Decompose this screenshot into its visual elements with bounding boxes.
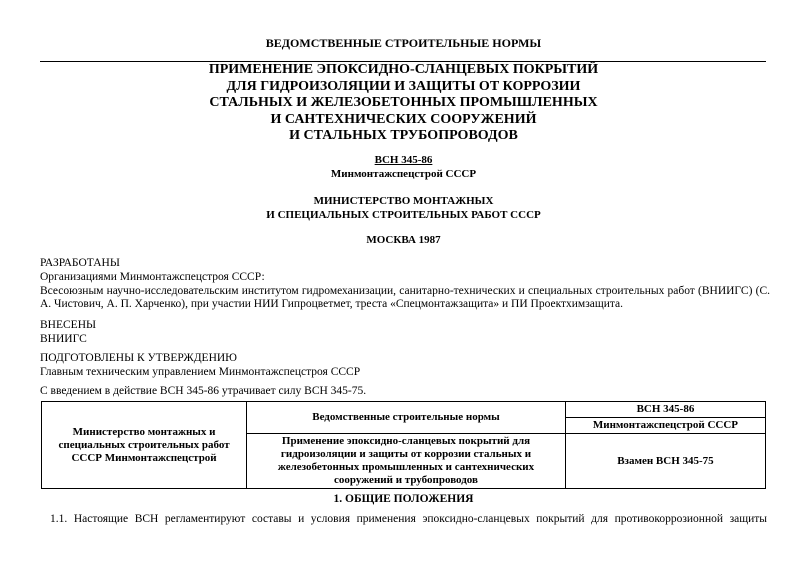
title-line: И СТАЛЬНЫХ ТРУБОПРОВОДОВ <box>289 128 518 143</box>
table-title-cell: Применение эпоксидно-сланцевых покрытий для гидроизоляции и защиты от коррозии стальных и железобетонных промышленных и сантехнических сооружений и трубопроводов <box>247 434 566 489</box>
paragraph-1-1: 1.1. Настоящие ВСН регламентируют составы и условия применения эпоксидно-сланцевых покрытий для противокоррозионной защиты <box>50 513 767 525</box>
document-code: ВСН 345-86 <box>374 154 433 166</box>
prepared-heading: ПОДГОТОВЛЕНЫ К УТВЕРЖДЕНИЮ <box>40 352 237 364</box>
prepared-org: Главным техническим управлением Минмонтажспецстроя СССР <box>40 366 361 378</box>
introduced-org: ВНИИГС <box>40 333 87 345</box>
table-norms-cell: Ведомственные строительные нормы <box>247 402 566 434</box>
table-ministry-cell: Министерство монтажных и специальных строительных работ СССР Минмонтажспецстрой <box>42 402 247 489</box>
table-code-cell: ВСН 345-86 <box>565 402 765 418</box>
table-replaces-cell: Взамен ВСН 345-75 <box>565 434 765 489</box>
supersedes-note: С введением в действие ВСН 345-86 утрачивает силу ВСН 345-75. <box>40 385 367 397</box>
introduced-heading: ВНЕСЕНЫ <box>40 319 97 331</box>
title-form-table <box>41 401 766 489</box>
ministry-line: МИНИСТЕРСТВО МОНТАЖНЫХ <box>313 195 494 207</box>
developed-org: Организациями Минмонтажспецстроя СССР: <box>40 271 265 283</box>
ministry-name <box>0 194 807 222</box>
document-issuer: Минмонтажспецстрой СССР <box>330 168 477 180</box>
table-issuer-cell: Минмонтажспецстрой СССР <box>565 418 765 434</box>
city-year: МОСКВА 1987 <box>366 234 441 246</box>
title-line: ДЛЯ ГИДРОИЗОЛЯЦИИ И ЗАЩИТЫ ОТ КОРРОЗИИ <box>226 78 581 94</box>
section-title: 1. ОБЩИЕ ПОЛОЖЕНИЯ <box>333 493 474 505</box>
developed-institute: Всесоюзным научно-исследовательским институтом гидромеханизации, санитарно-технических и специальных строительных работ (ВНИИГС) (С. А. Чистович, А. П. Харченко), при участии НИИ Гипроцветмет, треста «Спецмонтажзащита» и ПИ Проектхимзащита. <box>40 285 770 310</box>
title-line: И САНТЕХНИЧЕСКИХ СООРУЖЕНИЙ <box>270 111 537 127</box>
ministry-line: И СПЕЦИАЛЬНЫХ СТРОИТЕЛЬНЫХ РАБОТ СССР <box>266 209 541 221</box>
developed-heading: РАЗРАБОТАНЫ <box>40 257 120 269</box>
document-type-header: ВЕДОМСТВЕННЫЕ СТРОИТЕЛЬНЫЕ НОРМЫ <box>265 36 542 50</box>
document-title <box>0 62 807 145</box>
title-line: ПРИМЕНЕНИЕ ЭПОКСИДНО-СЛАНЦЕВЫХ ПОКРЫТИЙ <box>208 62 599 77</box>
title-line: СТАЛЬНЫХ И ЖЕЛЕЗОБЕТОННЫХ ПРОМЫШЛЕННЫХ <box>209 95 598 110</box>
